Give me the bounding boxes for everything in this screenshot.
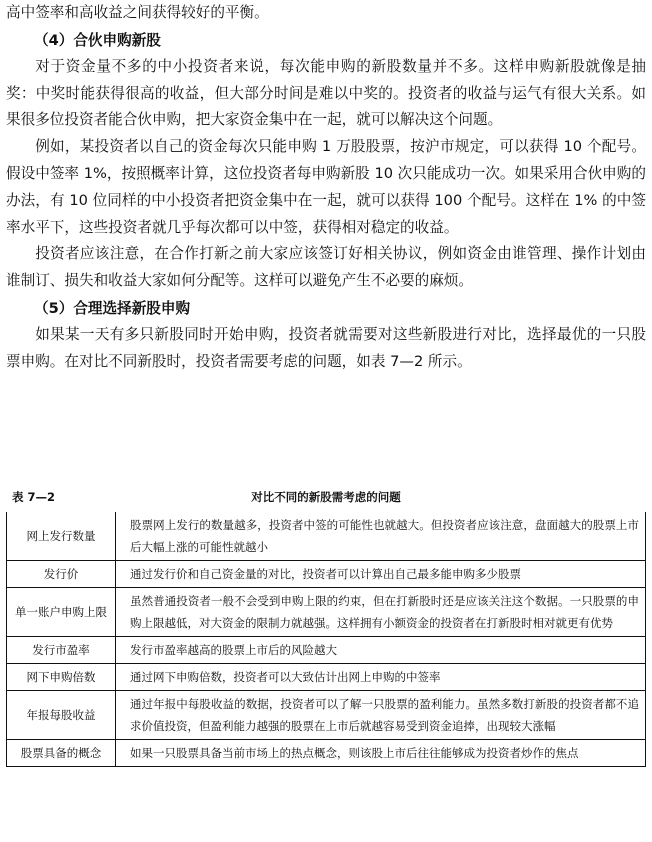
paragraph-intro-tail: 高中签率和高收益之间获得较好的平衡。 bbox=[6, 4, 269, 21]
document-page bbox=[6, 0, 646, 376]
paragraph-joint-subscription: 对于资金量不多的中小投资者来说，每次能申购的新股数量并不多。这样申购新股就像是抽奖：中奖时能获得很高的收益，但大部分时间是难以中奖的。投资者的收益与运气有很大关系。如果很多位投资者能合伙申购，把大家资金集中在一起，就可以解决这个问题。 bbox=[6, 57, 646, 129]
section-heading-5: （5）合理选择新股申购 bbox=[34, 299, 191, 317]
comparison-table bbox=[6, 512, 646, 767]
table-caption bbox=[6, 486, 646, 508]
row-value: 虽然普通投资者一般不会受到申购上限的约束，但在打新股时还是应该关注这个数据。一只股票的申购上限越低，对大资金的限制力就越强。这样拥有小额资金的投资者在打新股时相对就更有优势 bbox=[116, 588, 646, 637]
row-key: 网下申购倍数 bbox=[7, 664, 116, 691]
row-value: 如果一只股票具备当前市场上的热点概念，则该股上市后往往能够成为投资者炒作的焦点 bbox=[116, 740, 646, 767]
paragraph-example: 例如，某投资者以自己的资金每次只能申购 1 万股股票，按沪市规定，可以获得 10 个配号。假设中签率 1%，按照概率计算，这位投资者每申购新股 10 次只能成功一次。如果采用合伙申购的办法，有 10 位同样的中小投资者把资金集中在一起，就可以获得 100 个配号。这样在 1% 的中签率水平下，这些投资者就几乎每次都可以中签，获得相对稳定的收益。 bbox=[6, 138, 646, 236]
table-row bbox=[7, 740, 646, 767]
row-key: 年报每股收益 bbox=[7, 691, 116, 740]
row-value: 通过发行价和自己资金量的对比，投资者可以计算出自己最多能申购多少股票 bbox=[116, 561, 646, 588]
table-row bbox=[7, 637, 646, 664]
table-number: 表 7—2 bbox=[12, 490, 56, 504]
row-key: 单一账户申购上限 bbox=[7, 588, 116, 637]
row-value: 通过网下申购倍数，投资者可以大致估计出网上申购的中签率 bbox=[116, 664, 646, 691]
row-value: 发行市盈率越高的股票上市后的风险越大 bbox=[116, 637, 646, 664]
table-row bbox=[7, 664, 646, 691]
table-title: 对比不同的新股需考虑的问题 bbox=[251, 490, 401, 504]
row-key: 股票具备的概念 bbox=[7, 740, 116, 767]
table-row bbox=[7, 512, 646, 561]
row-key: 网上发行数量 bbox=[7, 512, 116, 561]
table-row bbox=[7, 588, 646, 637]
section-heading-4: （4）合伙申购新股 bbox=[34, 31, 161, 49]
paragraph-agreement: 投资者应该注意，在合作打新之前大家应该签订好相关协议，例如资金由谁管理、操作计划由谁制订、损失和收益大家如何分配等。这样可以避免产生不必要的麻烦。 bbox=[6, 245, 646, 290]
table-row bbox=[7, 561, 646, 588]
row-key: 发行价 bbox=[7, 561, 116, 588]
row-value: 股票网上发行的数量越多，投资者中签的可能性也就越大。但投资者应该注意，盘面越大的股票上市后大幅上涨的可能性就越小 bbox=[116, 512, 646, 561]
row-value: 通过年报中每股收益的数据，投资者可以了解一只股票的盈利能力。虽然多数打新股的投资者都不追求价值投资，但盈利能力越强的股票在上市后就越容易受到资金追捧，出现较大涨幅 bbox=[116, 691, 646, 740]
row-key: 发行市盈率 bbox=[7, 637, 116, 664]
paragraph-choose-new-stock: 如果某一天有多只新股同时开始申购，投资者就需要对这些新股进行对比，选择最优的一只股票申购。在对比不同新股时，投资者需要考虑的问题，如表 7—2 所示。 bbox=[6, 325, 646, 370]
table-row bbox=[7, 691, 646, 740]
